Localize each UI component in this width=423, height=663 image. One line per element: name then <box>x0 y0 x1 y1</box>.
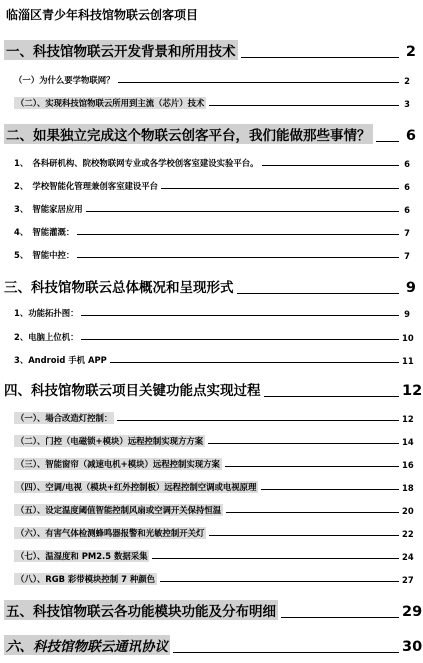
toc-subentry[interactable] <box>14 410 414 424</box>
toc-subentry[interactable] <box>14 247 410 261</box>
document-title: 临淄区青少年科技馆物联云创客项目 <box>6 8 199 22</box>
toc-page-number: 3 <box>404 99 410 109</box>
toc-leader <box>209 535 399 536</box>
toc-subentry[interactable] <box>14 224 410 238</box>
toc-subentry[interactable] <box>14 571 414 585</box>
toc-subentry[interactable] <box>14 352 414 366</box>
toc-subentry-label: （八）、RGB 彩带模块控制 7 种颜色 <box>16 574 155 584</box>
toc-page-number: 6 <box>405 128 416 144</box>
toc-subentry-label: 1、 各科研机构、院校物联网专业或各学校创客室建设实验平台。 <box>14 158 259 168</box>
toc-subentry-label: 3、Android 手机 APP <box>14 355 107 365</box>
toc-heading-1[interactable] <box>4 38 416 60</box>
toc-page-number: 7 <box>404 228 410 238</box>
toc-leader <box>118 82 400 83</box>
toc-subentry[interactable] <box>14 155 410 169</box>
toc-page-number: 2 <box>404 76 410 86</box>
toc-leader <box>173 652 399 653</box>
toc-leader <box>81 339 399 340</box>
toc-subentry-label: 1、功能拓扑图： <box>14 308 79 318</box>
toc-leader <box>161 188 399 189</box>
toc-page-number: 20 <box>402 506 414 516</box>
toc-subentry[interactable] <box>14 72 410 86</box>
toc-subentry-label: （一）为什么要学物联网？ <box>14 75 115 85</box>
toc-heading-label: 二、如果独立完成这个物联云创客平台，我们能做那些事情？ <box>4 124 373 144</box>
toc-subentry[interactable] <box>14 456 414 470</box>
toc-subentry-label: 2、电脑上位机： <box>14 332 79 342</box>
toc-leader <box>152 558 399 559</box>
toc-page-number: 7 <box>404 251 410 261</box>
toc-leader <box>376 141 400 142</box>
toc-subentry[interactable] <box>14 329 414 343</box>
toc-leader <box>237 293 400 294</box>
toc-page-number: 24 <box>402 552 414 562</box>
toc-page-number: 9 <box>404 309 410 319</box>
toc-leader <box>264 396 400 397</box>
toc-subentry-label: （五）、设定温度阈值智能控制风扇或空调开关保持恒温 <box>16 505 222 515</box>
toc-leader <box>110 362 399 363</box>
toc-heading-label: 四、科技馆物联云项目关键功能点实现过程 <box>4 383 261 399</box>
toc-leader <box>77 257 399 258</box>
toc-page-number: 6 <box>404 159 410 169</box>
toc-subentry-label: （七）、温湿度和 PM2.5 数据采集 <box>16 551 148 561</box>
toc-heading-5[interactable] <box>4 598 423 620</box>
toc-leader <box>262 165 399 166</box>
toc-page-number: 10 <box>402 333 414 343</box>
toc-heading-label: 六、科技馆物联云通讯协议 <box>4 635 170 655</box>
toc-leader <box>241 57 400 58</box>
toc-subentry-label: （二）、门控（电磁锁+模块）远程控制实现方方案 <box>16 436 204 446</box>
toc-page-number: 2 <box>405 44 416 60</box>
toc-heading-3[interactable] <box>4 274 416 296</box>
toc-leader <box>261 489 399 490</box>
toc-subentry[interactable] <box>14 433 414 447</box>
toc-subentry[interactable] <box>14 178 410 192</box>
toc-leader <box>226 512 399 513</box>
toc-leader <box>160 581 399 582</box>
toc-leader <box>208 443 399 444</box>
toc-heading-4[interactable] <box>4 377 423 399</box>
toc-page-number: 16 <box>402 460 414 470</box>
toc-leader <box>209 105 399 106</box>
toc-page-number: 6 <box>404 182 410 192</box>
toc-leader <box>281 617 399 618</box>
toc-subentry[interactable] <box>14 525 414 539</box>
toc-page-number: 12 <box>402 414 414 424</box>
toc-heading-label: 五、科技馆物联云各功能模块功能及分布明细 <box>4 600 278 620</box>
toc-leader <box>81 315 399 316</box>
toc-leader <box>225 466 399 467</box>
toc-subentry-label: （六）、有害气体检测蜂鸣器报警和光敏控制开关灯 <box>16 528 205 538</box>
toc-subentry[interactable] <box>14 305 410 319</box>
toc-page-number: 27 <box>402 575 414 585</box>
toc-page-number: 18 <box>402 483 414 493</box>
toc-heading-label: 一、科技馆物联云开发背景和所用技术 <box>4 40 238 60</box>
toc-subentry-label: 3、 智能家居应用 <box>14 204 83 214</box>
toc-subentry[interactable] <box>14 95 410 109</box>
toc-page-number: 22 <box>402 529 414 539</box>
toc-page-number: 11 <box>402 356 414 366</box>
toc-subentry-label: （二）、实现科技馆物联云所用到主流（芯片）技术 <box>16 98 205 108</box>
toc-subentry-label: 5、 智能中控： <box>14 250 75 260</box>
toc-page-number: 14 <box>402 437 414 447</box>
toc-subentry[interactable] <box>14 201 410 215</box>
toc-leader <box>77 234 399 235</box>
toc-leader <box>117 420 399 421</box>
toc-page-number: 9 <box>405 280 416 296</box>
toc-page-number: 30 <box>402 639 423 655</box>
toc-subentry[interactable] <box>14 548 414 562</box>
toc-page-number: 29 <box>402 604 423 620</box>
toc-page-number: 12 <box>402 383 423 399</box>
toc-heading-6[interactable] <box>4 633 423 655</box>
toc-subentry[interactable] <box>14 502 414 516</box>
toc-subentry[interactable] <box>14 479 414 493</box>
toc-leader <box>86 211 399 212</box>
toc-subentry-label: 2、 学校智能化管理兼创客室建设平台 <box>14 181 159 191</box>
toc-heading-label: 三、科技馆物联云总体概况和呈现形式 <box>4 280 234 296</box>
toc-heading-2[interactable] <box>4 122 416 144</box>
toc-subentry-label: （四）、空调/电视（模块+红外控制板）远程控制空调或电视原理 <box>16 482 257 492</box>
toc-subentry-label: 4、 智能灌溉： <box>14 227 75 237</box>
toc-page-number: 6 <box>404 205 410 215</box>
toc-subentry-label: （一）、場合改造灯控制： <box>16 413 113 423</box>
toc-subentry-label: （三）、智能窗帘（减速电机+模块）远程控制实现方案 <box>16 459 220 469</box>
